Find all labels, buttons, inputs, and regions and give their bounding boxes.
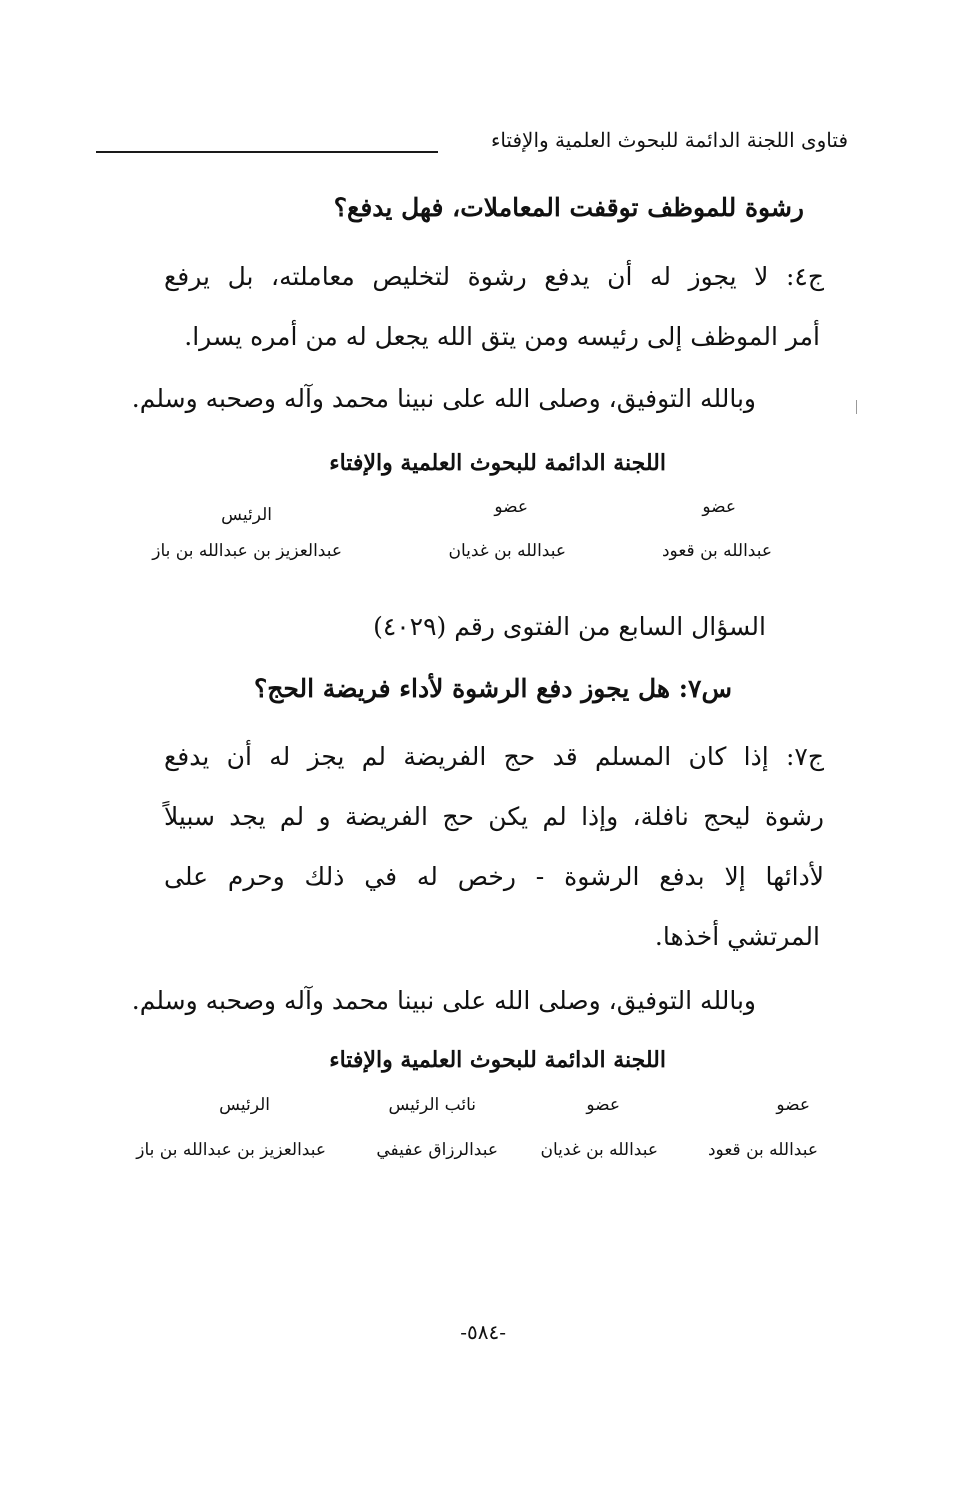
committee-title-2: اللجنة الدائمة للبحوث العلمية والإفتاء	[329, 1047, 666, 1073]
answer-7-line-1: ج٧: إذا كان المسلم قد حج الفريضة لم يجز له أن يدفع	[164, 742, 824, 771]
signatory-role-2-2: عضو	[586, 1095, 620, 1115]
question-4-tail: رشوة للموظف توقفت المعاملات، فهل يدفع؟	[333, 193, 804, 222]
closing-prayer-1: وبالله التوفيق، وصلى الله على نبينا محمد وآله وصحبه وسلم.	[131, 384, 756, 413]
signatory-name-2-1: عبدالله بن قعود	[707, 1140, 818, 1160]
answer-7-line-3: لأدائها إلا بدفع الرشوة - رخص له في ذلك وحرم على	[164, 862, 824, 891]
signatory-role-2-3: نائب الرئيس	[388, 1095, 476, 1115]
signatory-role-1-1: عضو	[702, 497, 736, 517]
answer-4-line-1: ج٤: لا يجوز له أن يدفع رشوة لتخليص معاملته، بل يرفع	[164, 262, 824, 291]
signatory-name-1-2: عبدالله بن غديان	[448, 541, 566, 561]
header-rule	[96, 151, 438, 153]
committee-title-1: اللجنة الدائمة للبحوث العلمية والإفتاء	[329, 450, 666, 476]
signatory-role-1-3: الرئيس	[221, 505, 272, 525]
signatory-role-2-1: عضو	[776, 1095, 810, 1115]
fatwa-heading: السؤال السابع من الفتوى رقم (٤٠٢٩)	[373, 612, 766, 641]
signatory-name-1-3: عبدالعزيز بن عبدالله بن باز	[152, 541, 342, 561]
page-number: -٥٨٤-	[460, 1320, 506, 1344]
answer-4-line-2: أمر الموظف إلى رئيسه ومن يتق الله يجعل له من أمره يسرا.	[184, 322, 820, 351]
closing-prayer-2: وبالله التوفيق، وصلى الله على نبينا محمد وآله وصحبه وسلم.	[131, 986, 756, 1015]
signatory-name-2-3: عبدالرزاق عفيفي	[376, 1140, 498, 1160]
scan-margin-mark	[856, 400, 857, 414]
running-header-title: فتاوى اللجنة الدائمة للبحوث العلمية والإفتاء	[490, 128, 848, 152]
question-7: س٧: هل يجوز دفع الرشوة لأداء فريضة الحج؟	[253, 674, 732, 703]
signatory-name-1-1: عبدالله بن قعود	[661, 541, 772, 561]
answer-7-line-4: المرتشي أخذها.	[654, 922, 820, 951]
signatory-role-2-4: الرئيس	[219, 1095, 270, 1115]
answer-7-line-2: رشوة ليحج نافلة، وإذا لم يكن حج الفريضة و لم يجد سبيلاً	[164, 802, 824, 831]
signatory-name-2-4: عبدالعزيز بن عبدالله بن باز	[136, 1140, 326, 1160]
signatory-name-2-2: عبدالله بن غديان	[540, 1140, 658, 1160]
signatory-role-1-2: عضو	[494, 497, 528, 517]
